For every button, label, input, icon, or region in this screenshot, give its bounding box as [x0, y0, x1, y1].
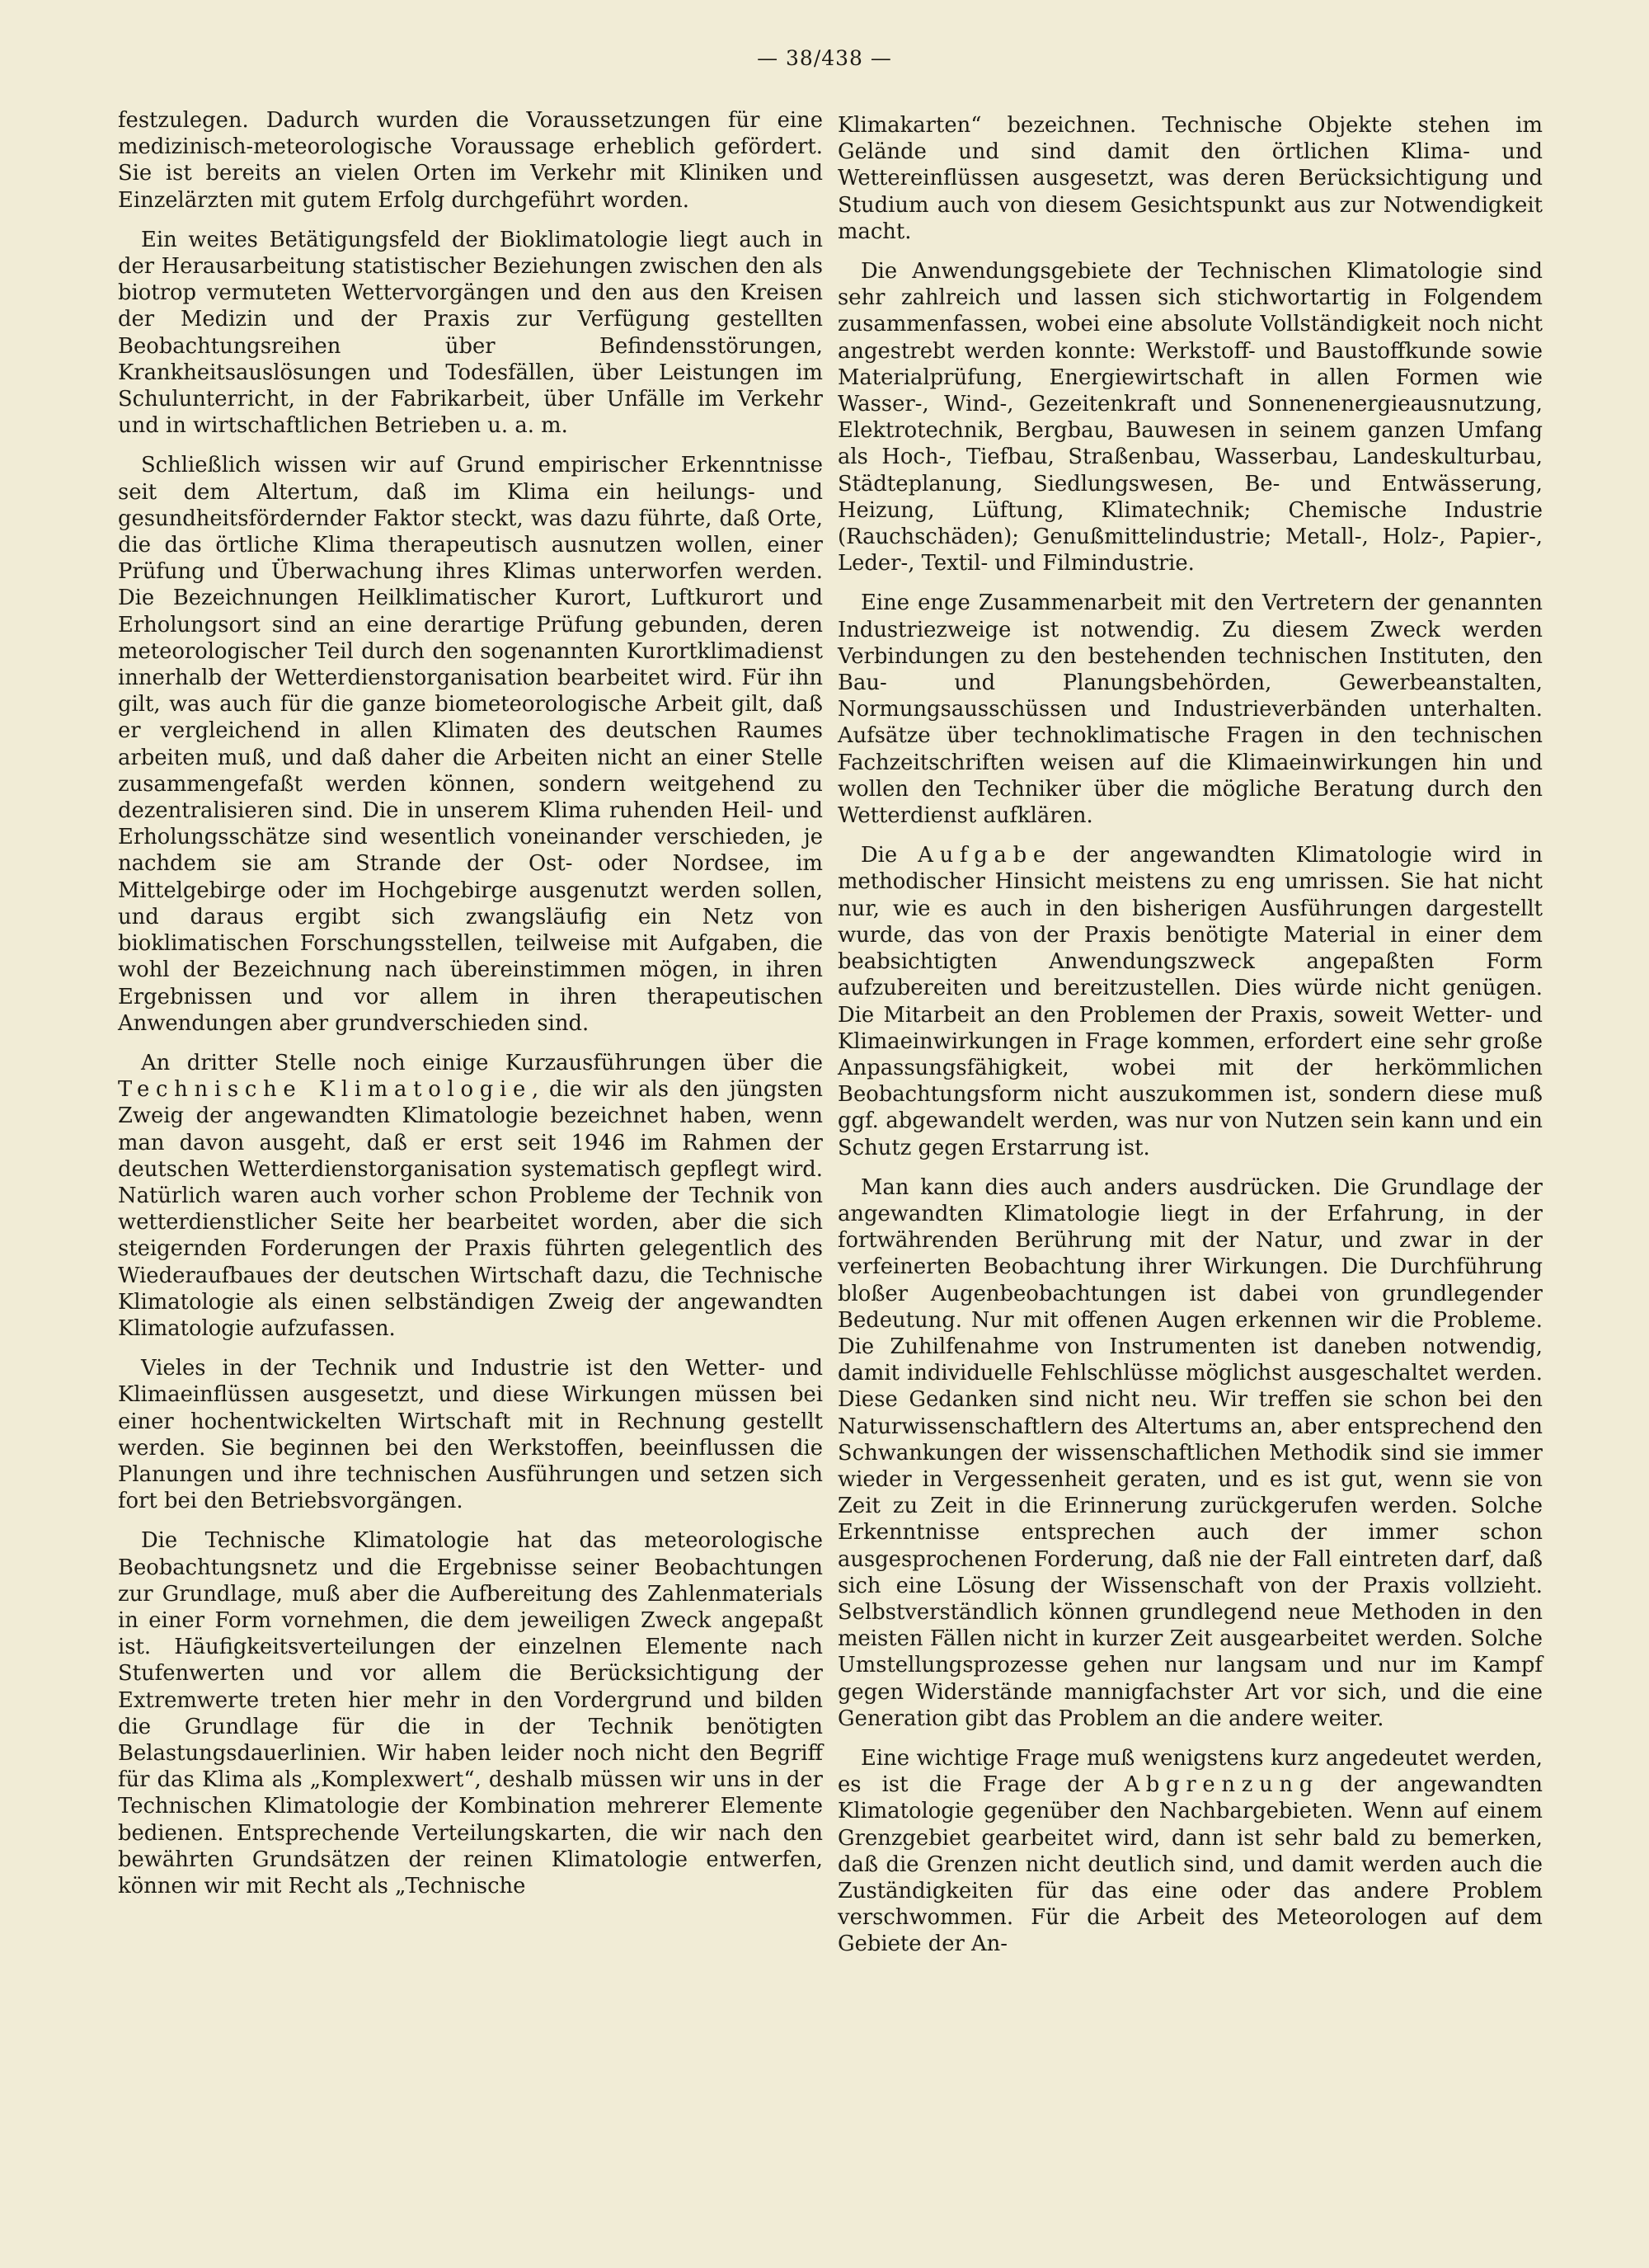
text-run: , die wir als den jüngsten Zweig der angewandten Klimatologie bezeichnet haben, wenn man davon ausgeht, daß er erst seit 1946 im Rahmen der deutschen Wetterdienstorganisation systematisch gepflegt wird. Natürlich waren auch vorher schon Probleme der Technik von wetterdienstlicher Seite her bearbeitet worden, aber die sich steigernden Forderungen der Praxis führten gelegentlich des Wiederaufbaues der deutschen Wirtschaft dazu, die Technische Klimatologie als einen selbständigen Zweig der angewandten Klimatologie aufzufassen. — [118, 1077, 823, 1341]
text-run: Die — [861, 843, 918, 868]
text-run: Schließlich wissen wir auf Grund empirischer Erkenntnisse seit dem Altertum, daß im Klima ein heilungs- und gesundheitsfördernder Faktor steckt, was dazu führte, daß Orte, die das örtliche Klima therapeutisch ausnutzen wollen, einer Prüfung und Überwachung ihres Klimas unterworfen werden. Die Bezeichnungen Heilklimatischer Kurort, Luftkurort und Erholungsort sind an eine derartige Prüfung gebunden, deren meteorologischer Teil durch den sogenannten Kurortklimadienst innerhalb der Wetterdienstorganisation bearbeitet wird. Für ihn gilt, was auch für die ganze biometeorologische Arbeit gilt, daß er vergleichend in allen Klimaten des deutschen Raumes arbeiten muß, und daß daher die Arbeiten nicht an einer Stelle zusammengefaßt werden können, sondern weitgehend zu dezentralisieren sind. Die in unserem Klima ruhenden Heil- und Erholungsschätze sind wesentlich voneinander verschieden, je nachdem sie am Strande der Ost- oder Nordsee, im Mittelgebirge oder im Hochgebirge ausgenutzt werden sollen, und daraus ergibt sich zwangsläufig ein Netz von bioklimatischen Forschungsstellen, teilweise mit Aufgaben, die wohl der Bezeichnung nach übereinstimmen mögen, in ihren Ergebnissen und vor allem in ihren therapeutischen Anwendungen aber grundverschieden sind. — [118, 453, 823, 1036]
paragraph — [838, 590, 1543, 829]
paragraph — [838, 842, 1543, 1160]
spaced-term: Abgrenzung — [1124, 1772, 1320, 1798]
paragraph — [838, 258, 1543, 576]
text-run: Die Technische Klimatologie hat das meteorologische Beobachtungsnetz und die Ergebnisse seiner Beobachtungen zur Grundlage, muß aber die Aufbereitung des Zahlenmaterials in einer Form vornehmen, die dem jeweiligen Zweck angepaßt ist. Häufigkeitsverteilungen der einzelnen Elemente nach Stufenwerten und vor allem die Berücksichtigung der Extremwerte treten hier mehr in den Vordergrund und bilden die Grundlage für die in der Technik benötigten Belastungsdauerlinien. Wir haben leider noch nicht den Begriff für das Klima als „Komplexwert“, deshalb müssen wir uns in der Technischen Klimatologie der Kombination mehrerer Elemente bedienen. Entsprechende Verteilungskarten, die wir nach den bewährten Grundsätzen der reinen Klimatologie entwerfen, können wir mit Recht als „Technische — [118, 1528, 823, 1899]
text-run: An dritter Stelle noch einige Kurzausführungen über die — [141, 1050, 823, 1075]
spaced-term: Technische Klimatologie — [118, 1077, 533, 1103]
paragraph — [838, 1745, 1543, 1958]
paragraph — [118, 107, 823, 214]
text-run: der angewandten Klimatologie gegenüber den Nachbargebieten. Wenn auf einem Grenzgebiet gearbeitet wird, dann ist sehr bald zu bemerken, daß die Grenzen nicht deutlich sind, und damit werden auch die Zuständigkeiten für das eine oder das andere Problem verschwommen. Für die Arbeit des Meteorologen auf dem Gebiete der An- — [838, 1772, 1543, 1957]
paragraph — [118, 1355, 823, 1514]
text-run: Ein weites Betätigungsfeld der Bioklimatologie liegt auch in der Herausarbeitung statistischer Beziehungen zwischen den als biotrop vermuteten Wettervorgängen und den aus den Kreisen der Medizin und der Praxis zur Verfügung gestellten Beobachtungsreihen über Befindensstörungen, Krankheitsauslösungen und Todesfällen, über Leistungen im Schulunterricht, in der Fabrikarbeit, über Unfälle im Verkehr und in wirtschaftlichen Betrieben u. a. m. — [118, 227, 823, 439]
right-column — [838, 112, 1543, 1971]
paragraph — [838, 1174, 1543, 1732]
text-run: Die Anwendungsgebiete der Technischen Klimatologie sind sehr zahlreich und lassen sich stichwortartig in Folgendem zusammenfassen, wobei eine absolute Vollständigkeit noch nicht angestrebt werden konnte: Werkstoff- und Baustoffkunde sowie Materialprüfung, Energiewirtschaft in allen Formen wie Wasser-, Wind-, Gezeitenkraft und Sonnenenergieausnutzung, Elektrotechnik, Bergbau, Bauwesen in seinem ganzen Umfang als Hoch-, Tiefbau, Straßenbau, Wasserbau, Landeskulturbau, Städteplanung, Siedlungswesen, Be- und Entwässerung, Heizung, Lüftung, Klimatechnik; Chemische Industrie (Rauchschäden); Genußmittelindustrie; Metall-, Holz-, Papier-, Leder-, Textil- und Filmindustrie. — [838, 259, 1543, 576]
paragraph — [118, 227, 823, 440]
text-run: Man kann dies auch anders ausdrücken. Die Grundlage der angewandten Klimatologie liegt in der Erfahrung, in der fortwährenden Berührung mit der Natur, und zwar in der verfeinerten Beobachtung ihrer Wirkungen. Die Durchführung bloßer Augenbeobachtungen ist dabei von grundlegender Bedeutung. Nur mit offenen Augen erkennen wir die Probleme. Die Zuhilfenahme von Instrumenten ist daneben notwendig, damit individuelle Fehlschlüsse möglichst ausgeschaltet werden. Diese Gedanken sind nicht neu. Wir treffen sie schon bei den Naturwissenschaftlern des Altertums an, aber entsprechend den Schwankungen der wissenschaftlichen Methodik sind sie immer wieder in Vergessenheit geraten, und es ist gut, wenn sie von Zeit zu Zeit in die Erinnerung zurückgerufen werden. Solche Erkenntnisse entsprechen auch der immer schon ausgesprochenen Forderung, daß nie der Fall eintreten darf, daß sich eine Lösung der Wissenschaft von der Praxis vollzieht. Selbstverständlich können grundlegend neue Methoden in den meisten Fällen nicht in kurzer Zeit ausgearbeitet werden. Solche Umstellungsprozesse gehen nur langsam und nur im Kampf gegen Widerstände mannigfachster Art vor sich, und die eine Generation gibt das Problem an die andere weiter. — [838, 1174, 1543, 1731]
text-run: Vieles in der Technik und Industrie ist den Wetter- und Klimaeinflüssen ausgesetzt, und diese Wirkungen müssen bei einer hochentwickelten Wirtschaft mit in Rechnung gestellt werden. Sie beginnen bei den Werkstoffen, beeinflussen die Planungen und ihre technischen Ausführungen und setzen sich fort bei den Betriebsvorgängen. — [118, 1356, 823, 1514]
text-run: der angewandten Klimatologie wird in methodischer Hinsicht meistens zu eng umrissen. Sie hat nicht nur, wie es auch in den bisherigen Ausführungen dargestellt wurde, das von der Praxis benötigte Material in einer dem beabsichtigten Anwendungszweck angepaßten Form aufzubereiten und bereitzustellen. Dies würde nicht genügen. Die Mitarbeit an den Problemen der Praxis, soweit Wetter- und Klimaeinwirkungen in Frage kommen, erfordert eine sehr große Anpassungsfähigkeit, wobei mit der herkömmlichen Beobachtungsform nicht auszukommen ist, sondern diese muß ggf. abgewandelt werden, was nur von Nutzen sein kann und ein Schutz gegen Erstarrung ist. — [838, 843, 1543, 1160]
text-run: festzulegen. Dadurch wurden die Voraussetzungen für eine medizinisch-meteorologische Voraussage erheblich gefördert. Sie ist bereits an vielen Orten im Verkehr mit Kliniken und Einzelärzten mit gutem Erfolg durchgeführt worden. — [118, 108, 823, 213]
paragraph — [118, 1050, 823, 1342]
paragraph — [838, 112, 1543, 245]
spaced-term: Aufgabe — [918, 843, 1052, 868]
left-column — [118, 107, 823, 1913]
text-run: Eine wichtige Frage muß wenigstens kurz angedeutet werden, es ist die Frage der — [838, 1745, 1543, 1798]
page-number: — 38/438 — — [757, 46, 892, 70]
text-run: Klimakarten“ bezeichnen. Technische Objekte stehen im Gelände und sind damit den örtlichen Klima- und Wettereinflüssen ausgesetzt, was deren Berücksichtigung und Studium auch von diesem Gesichtspunkt aus zur Notwendigkeit macht. — [838, 113, 1543, 244]
paragraph — [118, 1527, 823, 1899]
text-run: Eine enge Zusammenarbeit mit den Vertretern der genannten Industriezweige ist notwendig. Zu diesem Zweck werden Verbindungen zu den bestehenden technischen Instituten, den Bau- und Planungsbehörden, Gewerbeanstalten, Normungsausschüssen und Industrieverbänden unterhalten. Aufsätze über technoklimatische Fragen in den technischen Fachzeitschriften weisen auf die Klimaeinwirkungen hin und wollen den Techniker über die mögliche Beratung durch den Wetterdienst aufklären. — [838, 591, 1543, 829]
paragraph — [118, 452, 823, 1036]
